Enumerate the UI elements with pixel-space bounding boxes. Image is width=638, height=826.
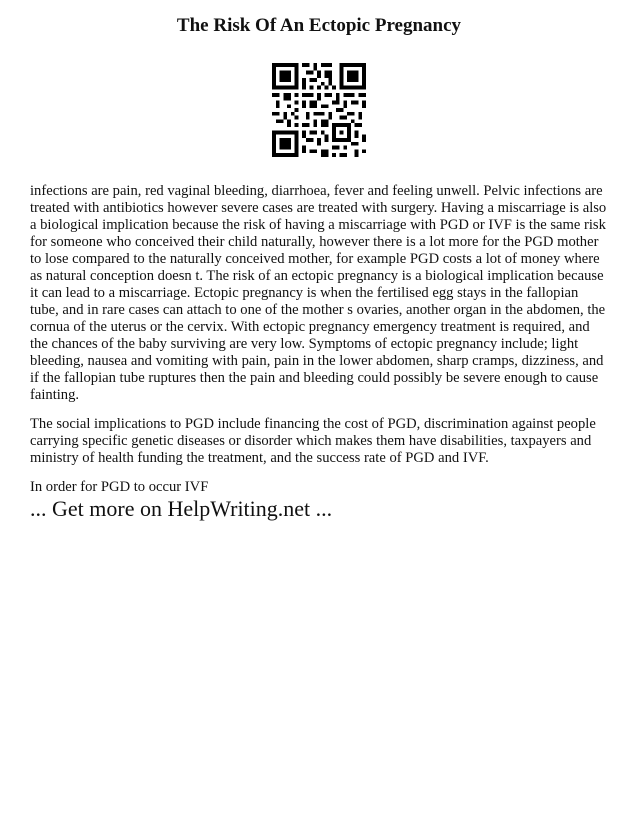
body-paragraph-1: infections are pain, red vaginal bleeding, diarrhoea, fever and feeling unwell. Pelvic infections are treated with antibiotics however severe cases are treated with surgery. Having a miscarriage is also a biological implication because the risk of having a miscarriage with PGD or IVF is the same risk for someone who conceived their child naturally, however there is a lot more for the PGD mother to lose compared to the naturally conceived mother, for example PGD costs a lot of money where as natural conception doesn t. The risk of an ectopic pregnancy is a biological implication because it can lead to a miscarriage. Ectopic pregnancy is when the fertilised egg stays in the fallopian tube, and in rare cases can attach to one of the mother s ovaries, another organ in the abdomen, the cornua of the uterus or the cervix. With ectopic pregnancy emergency treatment is required, and the chances of the baby surviving are very low. Symptoms of ectopic pregnancy include; light bleeding, nausea and vomiting with pain, pain in the lower abdomen, sharp cramps, dizziness, and if the fallopian tube ruptures then the pain and bleeding could possibly be severe enough to cause fainting.: [30, 183, 607, 403]
qr-code-icon: [272, 63, 366, 157]
document-body: [30, 183, 610, 508]
body-paragraph-3: In order for PGD to occur IVF: [30, 479, 209, 495]
get-more-link[interactable]: ... Get more on HelpWriting.net ...: [30, 496, 333, 521]
qr-code-graphic: [272, 63, 366, 157]
page-title: The Risk Of An Ectopic Pregnancy: [176, 15, 462, 36]
body-paragraph-2: The social implications to PGD include financing the cost of PGD, discrimination against people carrying specific genetic diseases or disorder which makes them have disabilities, taxpayers and ministry of health funding the treatment, and the success rate of PGD and IVF.: [30, 416, 596, 466]
